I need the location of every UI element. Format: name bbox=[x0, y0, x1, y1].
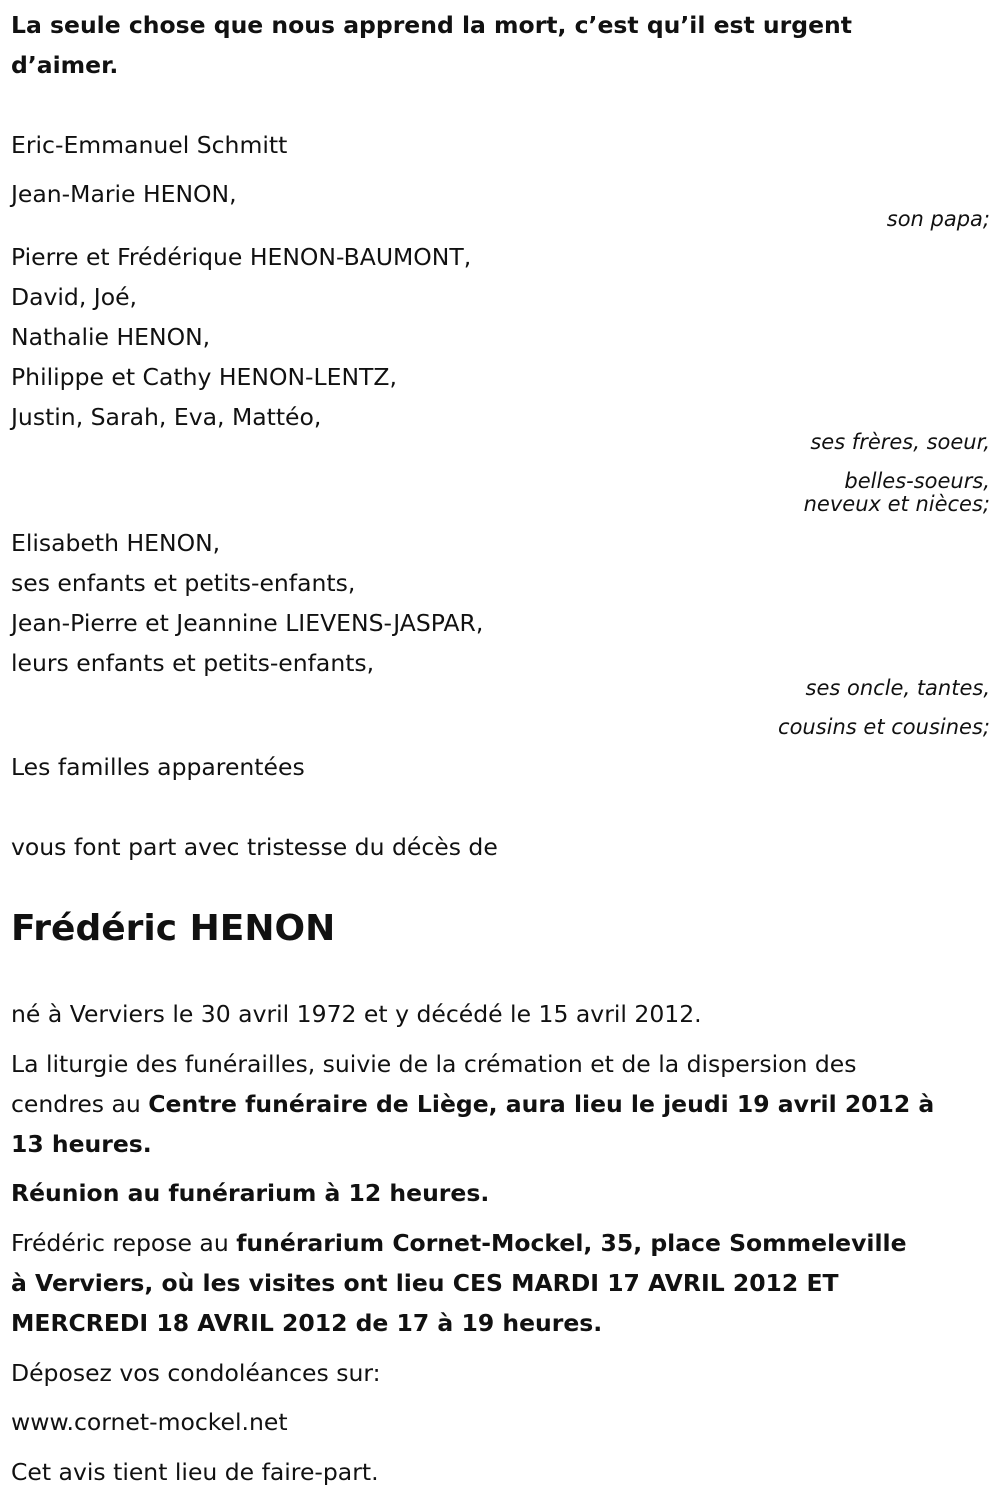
visitation-line-1 bbox=[11, 1228, 907, 1258]
sibling-name: Pierre et Frédérique HENON-BAUMONT, bbox=[11, 243, 472, 271]
visitation-plain: Frédéric repose au bbox=[11, 1229, 237, 1257]
sibling-name: Justin, Sarah, Eva, Mattéo, bbox=[11, 403, 322, 431]
quote-author: Eric-Emmanuel Schmitt bbox=[11, 131, 288, 159]
visitation-line-3: MERCREDI 18 AVRIL 2012 de 17 à 19 heures. bbox=[11, 1309, 603, 1337]
ceremony-line-1: La liturgie des funérailles, suivie de la crémation et de la dispersion des bbox=[11, 1050, 857, 1078]
condolences-label: Déposez vos condoléances sur: bbox=[11, 1359, 381, 1387]
condolences-url[interactable]: www.cornet-mockel.net bbox=[11, 1408, 288, 1436]
notice: Cet avis tient lieu de faire-part. bbox=[11, 1458, 379, 1486]
deceased-name: Frédéric HENON bbox=[11, 908, 336, 949]
extended-name: ses enfants et petits-enfants, bbox=[11, 569, 356, 597]
visitation-place: funérarium Cornet-Mockel, 35, place Sommeleville bbox=[236, 1229, 907, 1257]
father-relation: son papa; bbox=[886, 207, 990, 231]
siblings-relation: ses frères, soeur, bbox=[810, 430, 990, 454]
extended-relation: cousins et cousines; bbox=[778, 715, 990, 739]
extended-relation: ses oncle, tantes, bbox=[805, 676, 990, 700]
announcement: vous font part avec tristesse du décès de bbox=[11, 833, 498, 861]
siblings-relation: neveux et nièces; bbox=[803, 492, 990, 516]
visitation-line-2: à Verviers, où les visites ont lieu CES MARDI 17 AVRIL 2012 ET bbox=[11, 1269, 839, 1297]
related-families: Les familles apparentées bbox=[11, 753, 305, 781]
ceremony-time: 13 heures. bbox=[11, 1130, 152, 1158]
quote-line-2: d’aimer. bbox=[11, 51, 119, 79]
ceremony-location: Centre funéraire de Liège, aura lieu le jeudi 19 avril 2012 à bbox=[148, 1090, 935, 1118]
extended-name: leurs enfants et petits-enfants, bbox=[11, 649, 375, 677]
meeting-time: Réunion au funérarium à 12 heures. bbox=[11, 1179, 490, 1207]
birth-death: né à Verviers le 30 avril 1972 et y décédé le 15 avril 2012. bbox=[11, 1000, 702, 1028]
siblings-relation: belles-soeurs, bbox=[844, 469, 990, 493]
father-name: Jean-Marie HENON, bbox=[11, 180, 237, 208]
extended-name: Jean-Pierre et Jeannine LIEVENS-JASPAR, bbox=[11, 609, 484, 637]
ceremony-plain: cendres au bbox=[11, 1090, 149, 1118]
ceremony-line-2 bbox=[11, 1089, 934, 1119]
extended-name: Elisabeth HENON, bbox=[11, 529, 221, 557]
sibling-name: Philippe et Cathy HENON-LENTZ, bbox=[11, 363, 397, 391]
quote-line-1: La seule chose que nous apprend la mort, c’est qu’il est urgent bbox=[11, 11, 852, 39]
sibling-name: David, Joé, bbox=[11, 283, 138, 311]
sibling-name: Nathalie HENON, bbox=[11, 323, 211, 351]
